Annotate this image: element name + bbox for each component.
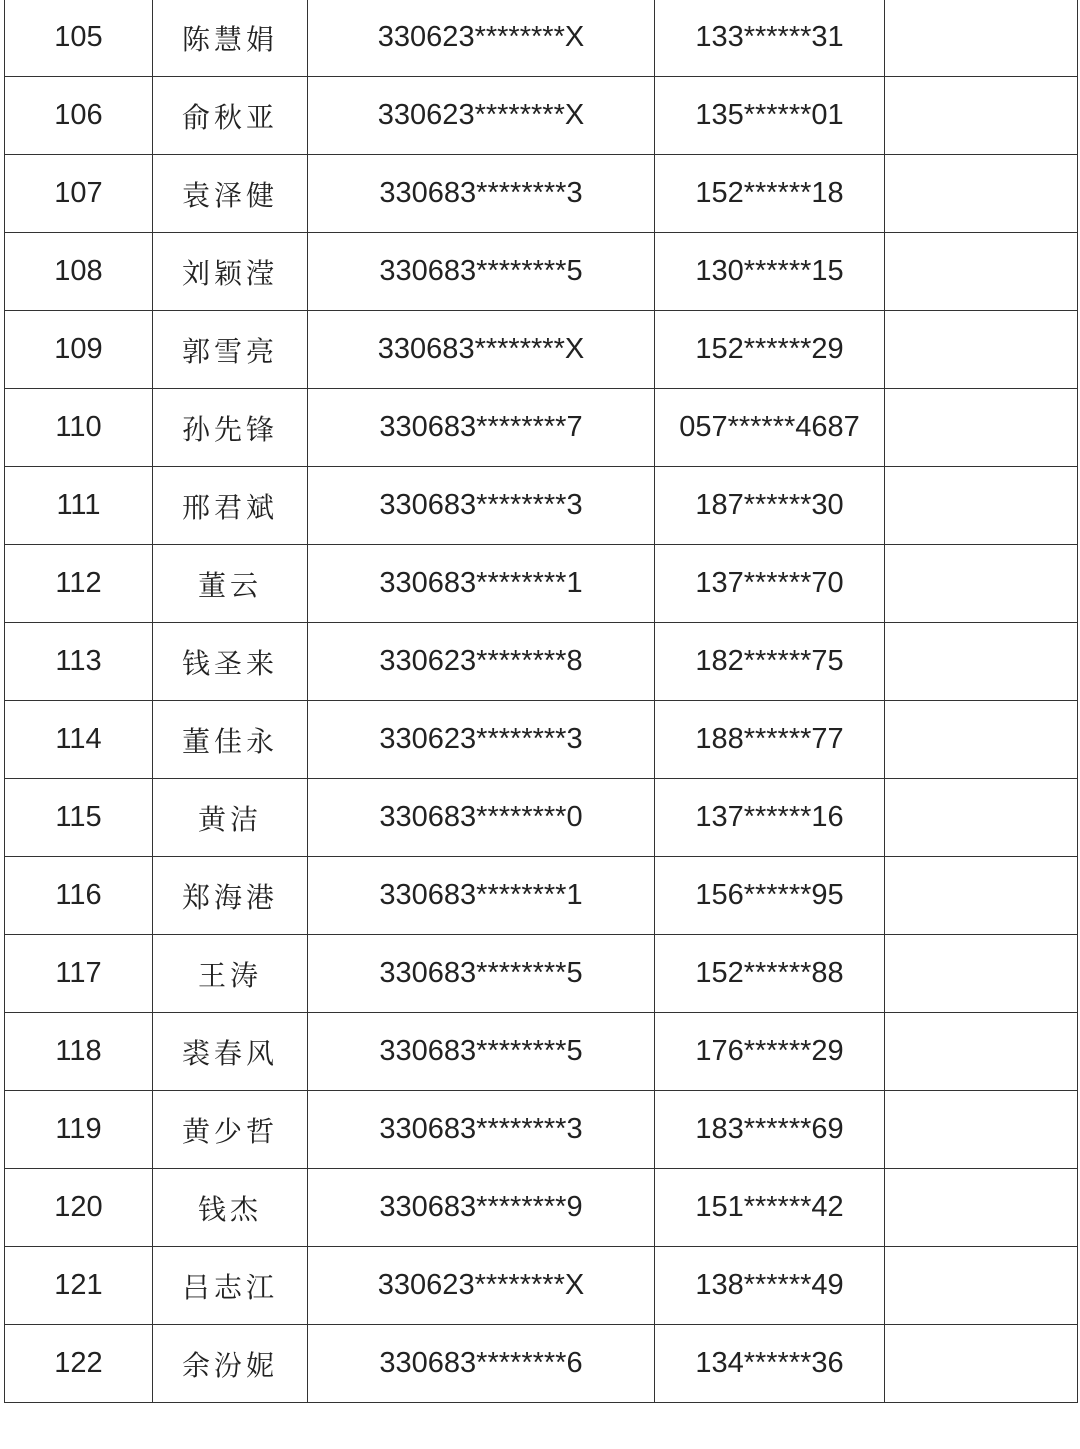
table-row xyxy=(5,1325,1078,1403)
note-cell xyxy=(885,155,1078,233)
note-cell xyxy=(885,935,1078,1013)
id-number-cell: 330683********5 xyxy=(308,935,655,1013)
note-cell xyxy=(885,1325,1078,1403)
row-number-cell: 116 xyxy=(5,857,153,935)
roster-table-body xyxy=(5,0,1078,1403)
note-cell xyxy=(885,467,1078,545)
phone-cell: 188******77 xyxy=(655,701,885,779)
note-cell xyxy=(885,389,1078,467)
roster-table xyxy=(4,0,1078,1403)
row-number-cell: 121 xyxy=(5,1247,153,1325)
phone-cell: 183******69 xyxy=(655,1091,885,1169)
note-cell xyxy=(885,1169,1078,1247)
phone-cell: 130******15 xyxy=(655,233,885,311)
table-row xyxy=(5,857,1078,935)
id-number-cell: 330683********3 xyxy=(308,1091,655,1169)
id-number-cell: 330683********3 xyxy=(308,155,655,233)
row-number-cell: 111 xyxy=(5,467,153,545)
phone-cell: 187******30 xyxy=(655,467,885,545)
phone-cell: 137******16 xyxy=(655,779,885,857)
table-row xyxy=(5,935,1078,1013)
note-cell xyxy=(885,545,1078,623)
phone-cell: 138******49 xyxy=(655,1247,885,1325)
name-cell: 王涛 xyxy=(153,935,308,1013)
id-number-cell: 330683********3 xyxy=(308,467,655,545)
row-number-cell: 108 xyxy=(5,233,153,311)
id-number-cell: 330623********X xyxy=(308,1247,655,1325)
name-cell: 钱杰 xyxy=(153,1169,308,1247)
phone-cell: 152******18 xyxy=(655,155,885,233)
id-number-cell: 330623********X xyxy=(308,0,655,77)
note-cell xyxy=(885,1091,1078,1169)
row-number-cell: 118 xyxy=(5,1013,153,1091)
row-number-cell: 110 xyxy=(5,389,153,467)
name-cell: 董佳永 xyxy=(153,701,308,779)
table-row xyxy=(5,77,1078,155)
note-cell xyxy=(885,1013,1078,1091)
table-row xyxy=(5,623,1078,701)
table-row xyxy=(5,1247,1078,1325)
phone-cell: 137******70 xyxy=(655,545,885,623)
row-number-cell: 106 xyxy=(5,77,153,155)
name-cell: 董云 xyxy=(153,545,308,623)
id-number-cell: 330683********9 xyxy=(308,1169,655,1247)
table-row xyxy=(5,155,1078,233)
row-number-cell: 122 xyxy=(5,1325,153,1403)
row-number-cell: 114 xyxy=(5,701,153,779)
table-row xyxy=(5,1091,1078,1169)
name-cell: 黄少哲 xyxy=(153,1091,308,1169)
name-cell: 郭雪亮 xyxy=(153,311,308,389)
name-cell: 裘春风 xyxy=(153,1013,308,1091)
id-number-cell: 330683********0 xyxy=(308,779,655,857)
table-row xyxy=(5,311,1078,389)
phone-cell: 133******31 xyxy=(655,0,885,77)
note-cell xyxy=(885,77,1078,155)
row-number-cell: 115 xyxy=(5,779,153,857)
note-cell xyxy=(885,1247,1078,1325)
name-cell: 吕志江 xyxy=(153,1247,308,1325)
id-number-cell: 330683********1 xyxy=(308,545,655,623)
name-cell: 袁泽健 xyxy=(153,155,308,233)
id-number-cell: 330683********1 xyxy=(308,857,655,935)
table-row xyxy=(5,467,1078,545)
id-number-cell: 330683********5 xyxy=(308,1013,655,1091)
table-row xyxy=(5,545,1078,623)
name-cell: 陈慧娟 xyxy=(153,0,308,77)
note-cell xyxy=(885,233,1078,311)
phone-cell: 134******36 xyxy=(655,1325,885,1403)
id-number-cell: 330683********6 xyxy=(308,1325,655,1403)
table-row xyxy=(5,779,1078,857)
phone-cell: 152******29 xyxy=(655,311,885,389)
row-number-cell: 119 xyxy=(5,1091,153,1169)
id-number-cell: 330623********8 xyxy=(308,623,655,701)
note-cell xyxy=(885,857,1078,935)
id-number-cell: 330623********X xyxy=(308,77,655,155)
name-cell: 邢君斌 xyxy=(153,467,308,545)
row-number-cell: 109 xyxy=(5,311,153,389)
row-number-cell: 120 xyxy=(5,1169,153,1247)
table-row xyxy=(5,389,1078,467)
phone-cell: 152******88 xyxy=(655,935,885,1013)
note-cell xyxy=(885,701,1078,779)
phone-cell: 176******29 xyxy=(655,1013,885,1091)
phone-cell: 156******95 xyxy=(655,857,885,935)
phone-cell: 057******4687 xyxy=(655,389,885,467)
row-number-cell: 105 xyxy=(5,0,153,77)
phone-cell: 151******42 xyxy=(655,1169,885,1247)
row-number-cell: 107 xyxy=(5,155,153,233)
name-cell: 黄洁 xyxy=(153,779,308,857)
note-cell xyxy=(885,0,1078,77)
row-number-cell: 117 xyxy=(5,935,153,1013)
id-number-cell: 330683********5 xyxy=(308,233,655,311)
row-number-cell: 113 xyxy=(5,623,153,701)
name-cell: 郑海港 xyxy=(153,857,308,935)
name-cell: 刘颖滢 xyxy=(153,233,308,311)
phone-cell: 182******75 xyxy=(655,623,885,701)
note-cell xyxy=(885,779,1078,857)
name-cell: 余汾妮 xyxy=(153,1325,308,1403)
id-number-cell: 330683********X xyxy=(308,311,655,389)
table-row xyxy=(5,0,1078,77)
table-row xyxy=(5,1169,1078,1247)
table-row xyxy=(5,1013,1078,1091)
phone-cell: 135******01 xyxy=(655,77,885,155)
name-cell: 俞秋亚 xyxy=(153,77,308,155)
id-number-cell: 330683********7 xyxy=(308,389,655,467)
table-row xyxy=(5,701,1078,779)
name-cell: 孙先锋 xyxy=(153,389,308,467)
note-cell xyxy=(885,623,1078,701)
name-cell: 钱圣来 xyxy=(153,623,308,701)
note-cell xyxy=(885,311,1078,389)
row-number-cell: 112 xyxy=(5,545,153,623)
id-number-cell: 330623********3 xyxy=(308,701,655,779)
table-row xyxy=(5,233,1078,311)
